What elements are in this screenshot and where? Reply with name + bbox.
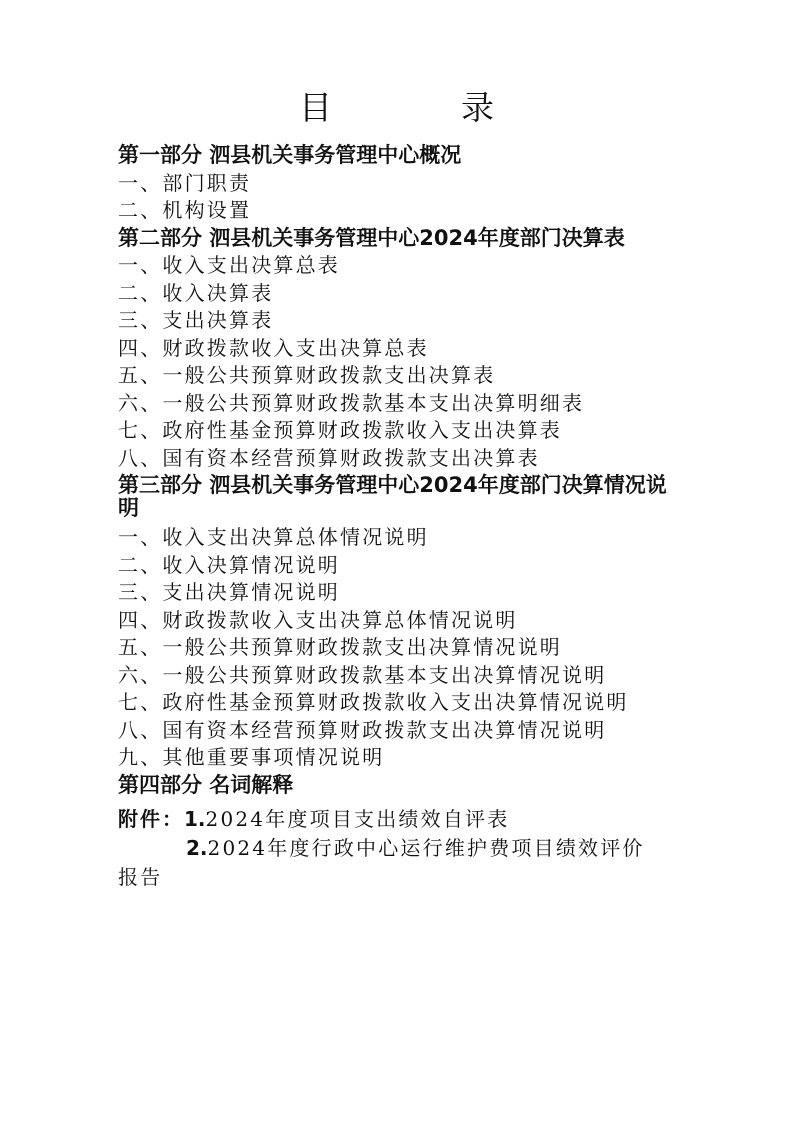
- attachment-text-continuation: 报告: [118, 865, 163, 889]
- toc-item: 五、一般公共预算财政拨款支出决算表: [118, 363, 496, 387]
- toc-item: 七、政府性基金预算财政拨款收入支出决算情况说明: [118, 690, 629, 714]
- attachment-text: 2024年度项目支出绩效自评表: [205, 807, 510, 831]
- table-of-contents: [118, 142, 678, 892]
- page-title: 目 录: [299, 88, 542, 127]
- toc-item: 一、部门职责: [118, 170, 252, 195]
- toc-item: 八、国有资本经营预算财政拨款支出决算情况说明: [118, 717, 607, 742]
- toc-item: 九、其他重要事项情况说明: [118, 745, 385, 769]
- toc-item: 二、收入决算情况说明: [118, 552, 340, 577]
- attachment-item: [118, 834, 678, 863]
- attachments-label: 附件：: [118, 807, 184, 831]
- attachment-number: 2.: [186, 836, 208, 860]
- toc-item: 四、财政拨款收入支出决算总表: [118, 335, 429, 360]
- toc-item: 四、财政拨款收入支出决算总体情况说明: [118, 607, 518, 632]
- part-heading: 第一部分 泗县机关事务管理中心概况: [118, 143, 462, 167]
- toc-item: 六、一般公共预算财政拨款基本支出决算明细表: [118, 390, 585, 415]
- toc-item: 一、收入支出决算总体情况说明: [118, 525, 429, 549]
- toc-item: 三、支出决算表: [118, 308, 274, 332]
- part-heading: 第三部分 泗县机关事务管理中心2024年度部门决算情况说明: [118, 473, 667, 520]
- attachments: [118, 805, 678, 892]
- toc-item: 三、支出决算情况说明: [118, 580, 340, 604]
- attachment-text: 2024年度行政中心运行维护费项目绩效评价: [207, 836, 645, 860]
- toc-item: 五、一般公共预算财政拨款支出决算情况说明: [118, 635, 562, 659]
- toc-item: 一、收入支出决算总表: [118, 253, 340, 277]
- toc-item: 二、收入决算表: [118, 280, 274, 305]
- attachment-number: 1.: [184, 807, 206, 831]
- part-heading: 第四部分 名词解释: [118, 772, 294, 797]
- toc-item: 六、一般公共预算财政拨款基本支出决算情况说明: [118, 662, 607, 687]
- part-heading: 第二部分 泗县机关事务管理中心2024年度部门决算表: [118, 225, 625, 250]
- toc-item: 二、机构设置: [118, 198, 252, 222]
- toc-item: 七、政府性基金预算财政拨款收入支出决算表: [118, 418, 562, 442]
- toc-item: 八、国有资本经营预算财政拨款支出决算表: [118, 445, 540, 470]
- attachment-item: [118, 805, 678, 834]
